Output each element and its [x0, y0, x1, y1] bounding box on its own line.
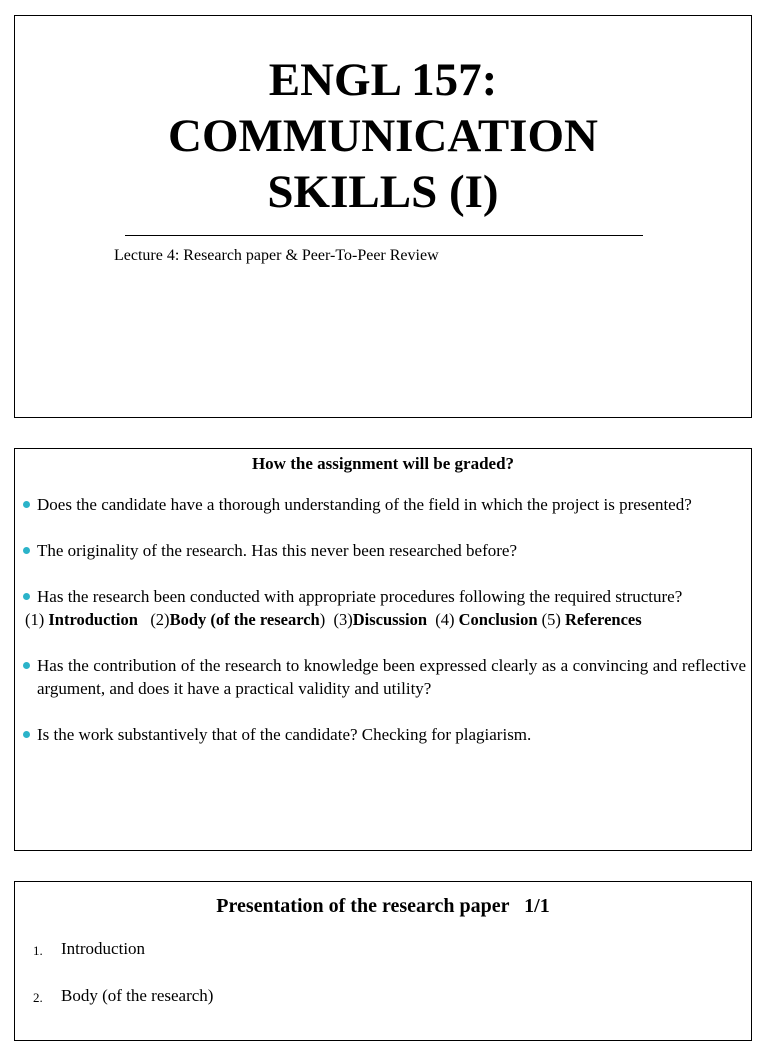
- presentation-slide: [14, 881, 752, 1041]
- grading-slide: [14, 448, 752, 851]
- paper-structure-line: [23, 608, 746, 631]
- structure-number: (4): [435, 610, 455, 629]
- structure-section: Discussion: [352, 610, 428, 629]
- bullet-text: Is the work substantively that of the candidate? Checking for plagiarism.: [37, 725, 532, 744]
- bullet-icon: [23, 501, 30, 508]
- structure-section: Body (: [169, 610, 216, 629]
- bullet-icon: [23, 662, 30, 669]
- structure-number: (2): [150, 610, 170, 629]
- list-item: [23, 493, 746, 516]
- course-title-line-2: COMMUNICATION: [168, 110, 598, 162]
- structure-paren: ): [319, 610, 326, 629]
- title-divider: [125, 235, 643, 236]
- list-number: 1.: [33, 943, 43, 958]
- course-title: [15, 52, 751, 220]
- structure-number: (1): [25, 610, 45, 629]
- list-item: [23, 539, 746, 562]
- course-title-line-3: SKILLS (I): [267, 166, 499, 218]
- list-number: 2.: [33, 990, 43, 1005]
- course-title-line-1: ENGL 157:: [268, 54, 498, 106]
- structure-section: of the research: [215, 610, 320, 629]
- list-item: [23, 654, 746, 700]
- structure-section: References: [565, 610, 642, 629]
- grading-heading: How the assignment will be graded?: [251, 454, 515, 473]
- lecture-subtitle: Lecture 4: Research paper & Peer-To-Peer Review: [114, 247, 439, 264]
- bullet-icon: [23, 547, 30, 554]
- structure-section: Introduction: [48, 610, 138, 629]
- title-slide: [14, 15, 752, 418]
- structure-number: (5): [541, 610, 561, 629]
- structure-section: Conclusion: [458, 610, 538, 629]
- list-item: [23, 585, 746, 608]
- bullet-text: Does the candidate have a thorough understanding of the field in which the project is presented?: [37, 495, 692, 514]
- list-item-text: Introduction: [61, 939, 146, 958]
- structure-number: (3): [333, 610, 353, 629]
- list-item: [23, 723, 746, 746]
- presentation-heading: Presentation of the research paper 1/1: [216, 895, 550, 917]
- bullet-text: Has the research been conducted with appropriate procedures following the required structure?: [37, 587, 683, 606]
- grading-criteria-list: [23, 493, 746, 746]
- bullet-text: The originality of the research. Has this never been researched before?: [37, 541, 518, 560]
- bullet-icon: [23, 593, 30, 600]
- bullet-icon: [23, 731, 30, 738]
- bullet-text: Has the contribution of the research to knowledge been expressed clearly as a convincing and reflective argument, and does it have a practical validity and utility?: [37, 656, 746, 698]
- list-item-text: Body (of the research): [61, 986, 214, 1005]
